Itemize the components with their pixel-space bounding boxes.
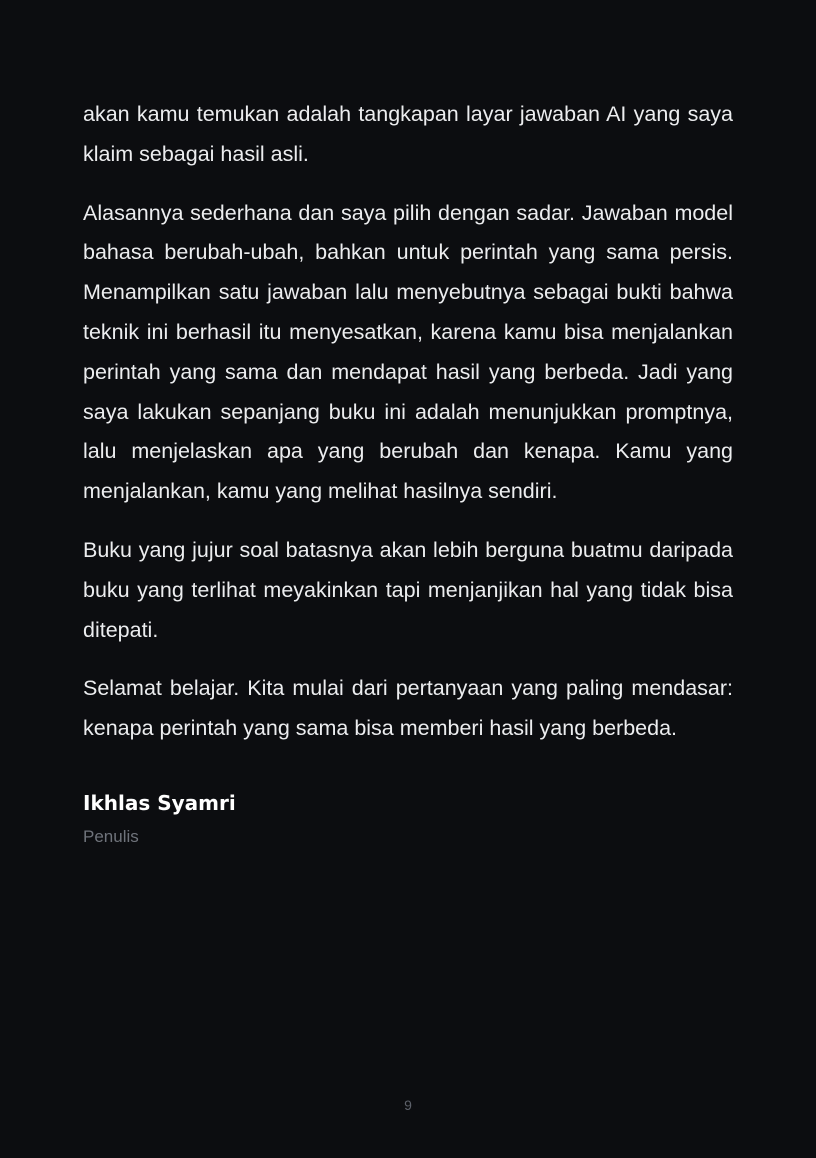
- paragraph-1: akan kamu temukan adalah tangkapan layar jawaban AI yang saya klaim sebagai hasil asli.: [83, 102, 733, 166]
- signature-block: [83, 789, 733, 849]
- author-name: Ikhlas Syamri: [83, 790, 236, 815]
- paragraph-3: Buku yang jujur soal batasnya akan lebih berguna buatmu daripada buku yang terlihat meyakinkan tapi menjanjikan hal yang tidak bisa ditepati.: [83, 537, 733, 642]
- author-role: Penulis: [83, 826, 139, 846]
- page-content: [83, 95, 733, 849]
- page-number: 9: [404, 1097, 412, 1113]
- paragraph-4: Selamat belajar. Kita mulai dari pertanyaan yang paling mendasar: kenapa perintah yang sama bisa memberi hasil yang berbeda.: [83, 676, 733, 741]
- paragraph-2: Alasannya sederhana dan saya pilih dengan sadar. Jawaban model bahasa berubah-ubah, bahkan untuk perintah yang sama persis. Menampilkan satu jawaban lalu menyebutnya sebagai bukti bahwa teknik ini berhasil itu menyesatkan, karena kamu bisa menjalankan perintah yang sama dan mendapat hasil yang berbeda. Jadi yang saya lakukan sepanjang buku ini adalah menunjukkan promptnya, lalu menjelaskan apa yang berubah dan kenapa. Kamu yang menjalankan, kamu yang melihat hasilnya sendiri.: [83, 200, 733, 504]
